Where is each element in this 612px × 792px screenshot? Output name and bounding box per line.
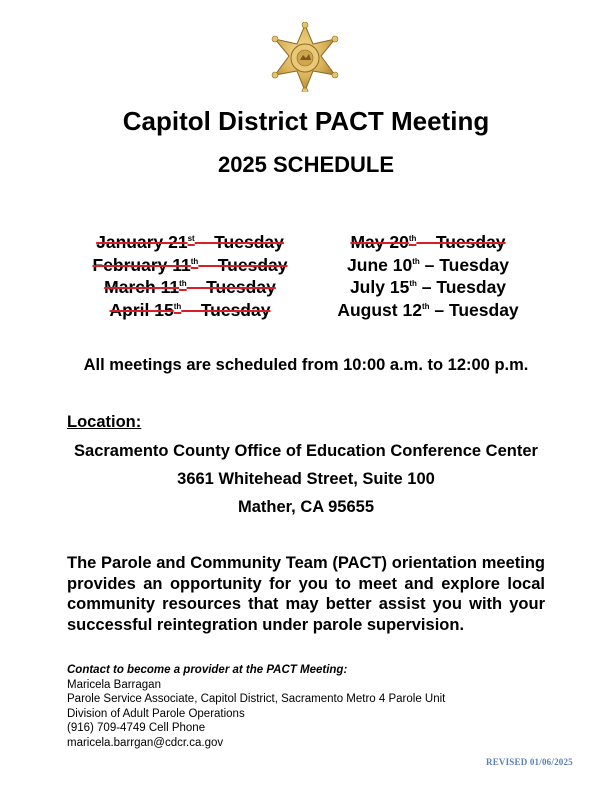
date-row: May 20th – Tuesday (350, 232, 506, 252)
schedule-left-column (68, 231, 312, 321)
meeting-hours: All meetings are scheduled from 10:00 a.m. to 12:00 p.m. (83, 356, 529, 374)
contact-email[interactable]: maricela.barrgan@cdcr.ca.gov (67, 736, 224, 749)
location-city: Mather, CA 95655 (237, 498, 375, 516)
date-row: August 12th – Tuesday (337, 299, 519, 320)
date-row: July 15th – Tuesday (349, 277, 507, 297)
contact-heading: Contact to become a provider at the PACT Meeting: (67, 664, 348, 676)
date-row: March 11th – Tuesday (104, 277, 276, 297)
location-street: 3661 Whitehead Street, Suite 100 (177, 470, 435, 488)
parole-star-badge-icon (266, 22, 344, 92)
date-row: January 21st – Tuesday (96, 232, 284, 252)
location-label: Location: (67, 413, 142, 431)
date-row: June 10th – Tuesday (347, 254, 509, 275)
contact-name: Maricela Barragan (67, 678, 161, 691)
contact-division: Division of Adult Parole Operations (67, 707, 245, 720)
schedule-subtitle: 2025 SCHEDULE (217, 152, 395, 177)
contact-title: Parole Service Associate, Capitol District, Sacramento Metro 4 Parole Unit (67, 693, 446, 705)
location-name: Sacramento County Office of Education Conference Center (74, 442, 538, 460)
contact-block (67, 663, 445, 750)
date-row: February 11th – Tuesday (92, 254, 288, 275)
revised-date: REVISED 01/06/2025 (486, 757, 573, 767)
schedule-right-column (318, 231, 538, 321)
intro-paragraph: The Parole and Community Team (PACT) orientation meeting provides an opportunity for you to meet and explore local community resources that may better assist you with your successful reintegration under parole supervision. (67, 554, 545, 634)
date-row: April 15th – Tuesday (109, 299, 271, 320)
page-title: Capitol District PACT Meeting (122, 106, 490, 136)
contact-phone: (916) 709-4749 Cell Phone (67, 722, 206, 734)
